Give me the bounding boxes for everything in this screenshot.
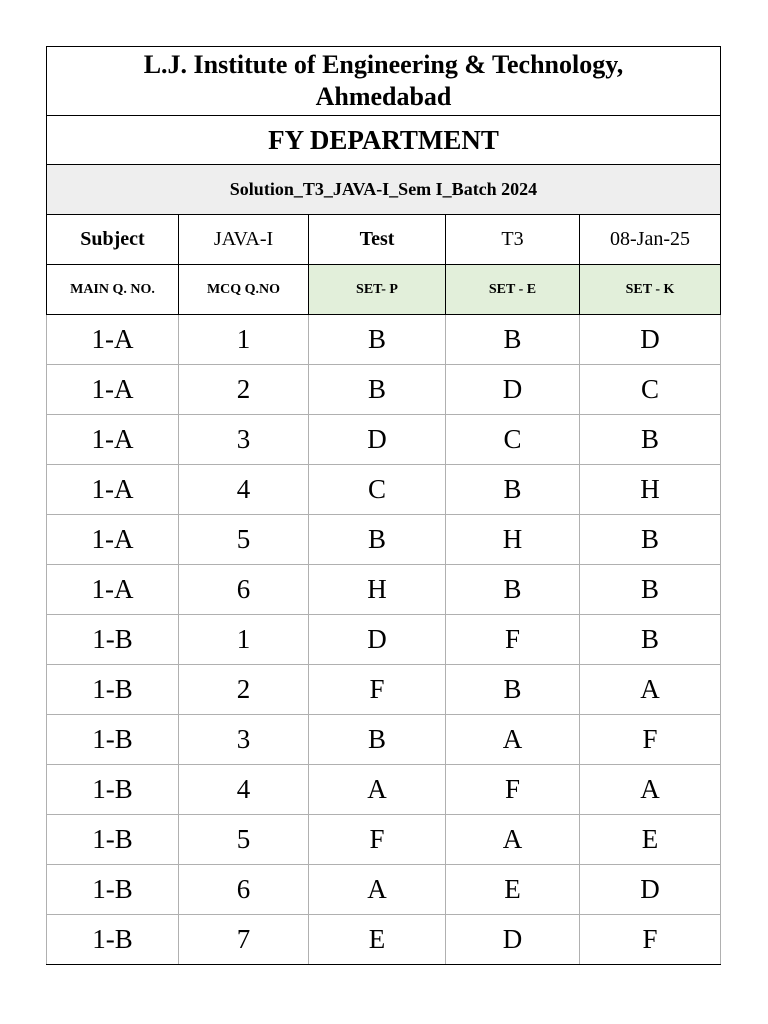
- set-k-answer: D: [580, 315, 721, 365]
- institute-name: L.J. Institute of Engineering & Technology,: [143, 50, 624, 79]
- set-e-answer: B: [446, 665, 580, 715]
- set-p-answer: C: [309, 465, 446, 515]
- set-k-answer: B: [580, 615, 721, 665]
- main-q-cell: 1-B: [47, 615, 179, 665]
- set-e-answer: B: [446, 565, 580, 615]
- mcq-q-header: MCQ Q.NO: [179, 265, 309, 315]
- set-k-answer: B: [580, 415, 721, 465]
- mcq-q-cell: 1: [179, 315, 309, 365]
- info-row: [47, 215, 721, 265]
- mcq-q-cell: 5: [179, 515, 309, 565]
- main-q-cell: 1-B: [47, 915, 179, 965]
- table-row: [47, 565, 721, 615]
- mcq-q-cell: 2: [179, 365, 309, 415]
- main-q-cell: 1-A: [47, 415, 179, 465]
- main-q-cell: 1-B: [47, 815, 179, 865]
- table-row: [47, 665, 721, 715]
- set-e-answer: A: [446, 815, 580, 865]
- mcq-q-cell: 4: [179, 465, 309, 515]
- set-p-answer: B: [309, 315, 446, 365]
- set-p-answer: E: [309, 915, 446, 965]
- set-p-answer: B: [309, 715, 446, 765]
- table-row: [47, 715, 721, 765]
- set-k-answer: B: [580, 565, 721, 615]
- table-row: [47, 515, 721, 565]
- set-p-answer: D: [309, 615, 446, 665]
- test-label: Test: [309, 215, 446, 265]
- set-k-answer: E: [580, 815, 721, 865]
- main-q-cell: 1-B: [47, 865, 179, 915]
- answer-key-table: [46, 46, 721, 965]
- subject-label: Subject: [47, 215, 179, 265]
- set-p-answer: B: [309, 365, 446, 415]
- set-p-answer: A: [309, 765, 446, 815]
- solution-title: Solution_T3_JAVA-I_Sem I_Batch 2024: [47, 165, 721, 215]
- institute-title: [47, 47, 721, 116]
- mcq-q-cell: 4: [179, 765, 309, 815]
- main-q-cell: 1-A: [47, 365, 179, 415]
- main-q-header: MAIN Q. NO.: [47, 265, 179, 315]
- set-k-answer: C: [580, 365, 721, 415]
- set-e-answer: F: [446, 615, 580, 665]
- test-date: 08-Jan-25: [580, 215, 721, 265]
- mcq-q-cell: 7: [179, 915, 309, 965]
- table-row: [47, 865, 721, 915]
- institute-city: Ahmedabad: [315, 82, 452, 111]
- set-p-header: SET- P: [309, 265, 446, 315]
- mcq-q-cell: 5: [179, 815, 309, 865]
- set-e-answer: B: [446, 465, 580, 515]
- set-p-answer: H: [309, 565, 446, 615]
- mcq-q-cell: 6: [179, 565, 309, 615]
- set-p-answer: F: [309, 665, 446, 715]
- set-k-answer: D: [580, 865, 721, 915]
- set-e-answer: C: [446, 415, 580, 465]
- table-row: [47, 415, 721, 465]
- main-q-cell: 1-B: [47, 715, 179, 765]
- answer-key-sheet: [46, 46, 720, 965]
- main-q-cell: 1-A: [47, 465, 179, 515]
- set-e-answer: B: [446, 315, 580, 365]
- table-row: [47, 815, 721, 865]
- set-e-answer: E: [446, 865, 580, 915]
- department-title: FY DEPARTMENT: [47, 116, 721, 165]
- set-k-answer: H: [580, 465, 721, 515]
- table-row: [47, 915, 721, 965]
- set-k-answer: A: [580, 665, 721, 715]
- mcq-q-cell: 2: [179, 665, 309, 715]
- mcq-q-cell: 1: [179, 615, 309, 665]
- set-e-answer: D: [446, 915, 580, 965]
- set-k-answer: F: [580, 915, 721, 965]
- set-p-answer: A: [309, 865, 446, 915]
- main-q-cell: 1-B: [47, 665, 179, 715]
- set-e-header: SET - E: [446, 265, 580, 315]
- set-e-answer: F: [446, 765, 580, 815]
- mcq-q-cell: 3: [179, 715, 309, 765]
- table-row: [47, 615, 721, 665]
- set-p-answer: D: [309, 415, 446, 465]
- main-q-cell: 1-A: [47, 315, 179, 365]
- mcq-q-cell: 6: [179, 865, 309, 915]
- table-row: [47, 765, 721, 815]
- set-k-answer: F: [580, 715, 721, 765]
- table-row: [47, 465, 721, 515]
- subject-value: JAVA-I: [179, 215, 309, 265]
- table-row: [47, 365, 721, 415]
- table-row: [47, 315, 721, 365]
- set-e-answer: A: [446, 715, 580, 765]
- main-q-cell: 1-A: [47, 515, 179, 565]
- test-value: T3: [446, 215, 580, 265]
- set-k-answer: A: [580, 765, 721, 815]
- mcq-q-cell: 3: [179, 415, 309, 465]
- set-e-answer: D: [446, 365, 580, 415]
- set-p-answer: F: [309, 815, 446, 865]
- set-k-header: SET - K: [580, 265, 721, 315]
- column-header-row: [47, 265, 721, 315]
- set-e-answer: H: [446, 515, 580, 565]
- main-q-cell: 1-A: [47, 565, 179, 615]
- set-k-answer: B: [580, 515, 721, 565]
- main-q-cell: 1-B: [47, 765, 179, 815]
- set-p-answer: B: [309, 515, 446, 565]
